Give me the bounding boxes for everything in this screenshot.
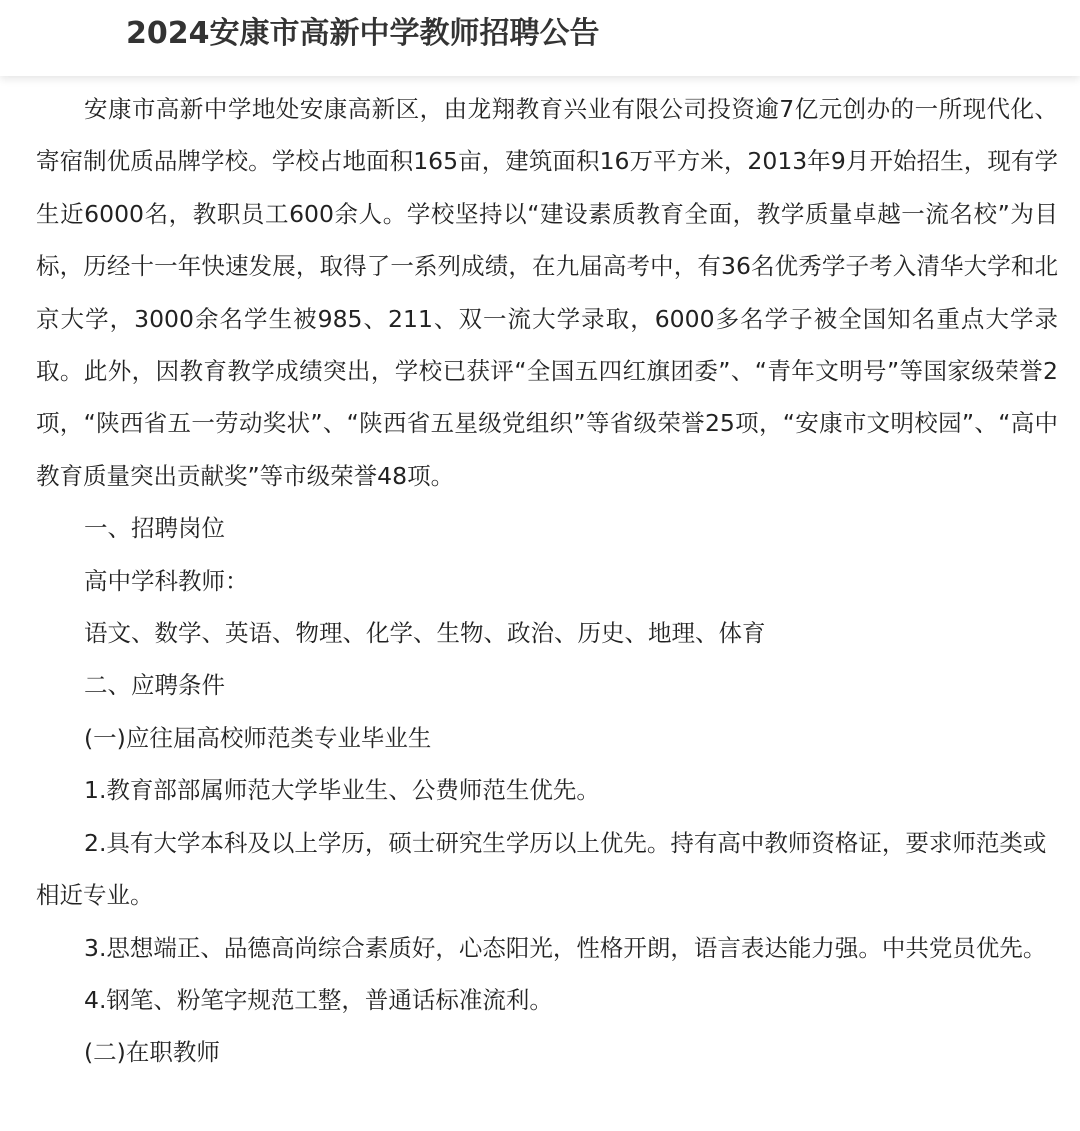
requirement-item: 4.钢笔、粉笔字规范工整，普通话标准流利。 (84, 985, 553, 1014)
intro-paragraph: 安康市高新中学地处安康高新区，由龙翔教育兴业有限公司投资逾7亿元创办的一所现代化、寄宿制优质品牌学校。学校占地面积165亩，建筑面积16万平方米，2013年9月开始招生，现有学生近6000名，教职员工600余人。学校坚持以“建设素质教育全面，教学质量卓越一流名校”为目标，历经十一年快速发展，取得了一系列成绩，在九届高考中，有36名优秀学子考入清华大学和北京大学，3000余名学生被985、211、双一流大学录取，6000多名学子被全国知名重点大学录取。此外，因教育教学成绩突出，学校已获评“全国五四红旗团委”、“青年文明号”等国家级荣誉2项，“陕西省五一劳动奖状”、“陕西省五星级党组织”等省级荣誉25项，“安康市文明校园”、“高中教育质量突出贡献奖”等市级荣誉48项。 (36, 95, 1058, 490)
requirement-item: 1.教育部部属师范大学毕业生、公费师范生优先。 (84, 776, 600, 805)
requirement-item: 2.具有大学本科及以上学历，硕士研究生学历以上优先。持有高中教师资格证，要求师范类或相近专业。 (36, 828, 1047, 910)
page-header (0, 0, 1080, 76)
requirement-item: 3.思想端正、品德高尚综合素质好，心态阳光，性格开朗，语言表达能力强。中共党员优先。 (84, 933, 1047, 962)
section-heading-positions: 一、招聘岗位 (84, 514, 225, 543)
page-title: 2024安康市高新中学教师招聘公告 (126, 16, 600, 51)
article-body (36, 83, 1058, 1079)
subsection-heading-in-service: (二)在职教师 (84, 1038, 220, 1067)
subjects-list: 语文、数学、英语、物理、化学、生物、政治、历史、地理、体育 (84, 619, 766, 648)
subsection-heading-graduates: (一)应往届高校师范类专业毕业生 (84, 723, 432, 752)
section-heading-requirements: 二、应聘条件 (84, 671, 225, 700)
positions-label: 高中学科教师： (84, 566, 249, 595)
